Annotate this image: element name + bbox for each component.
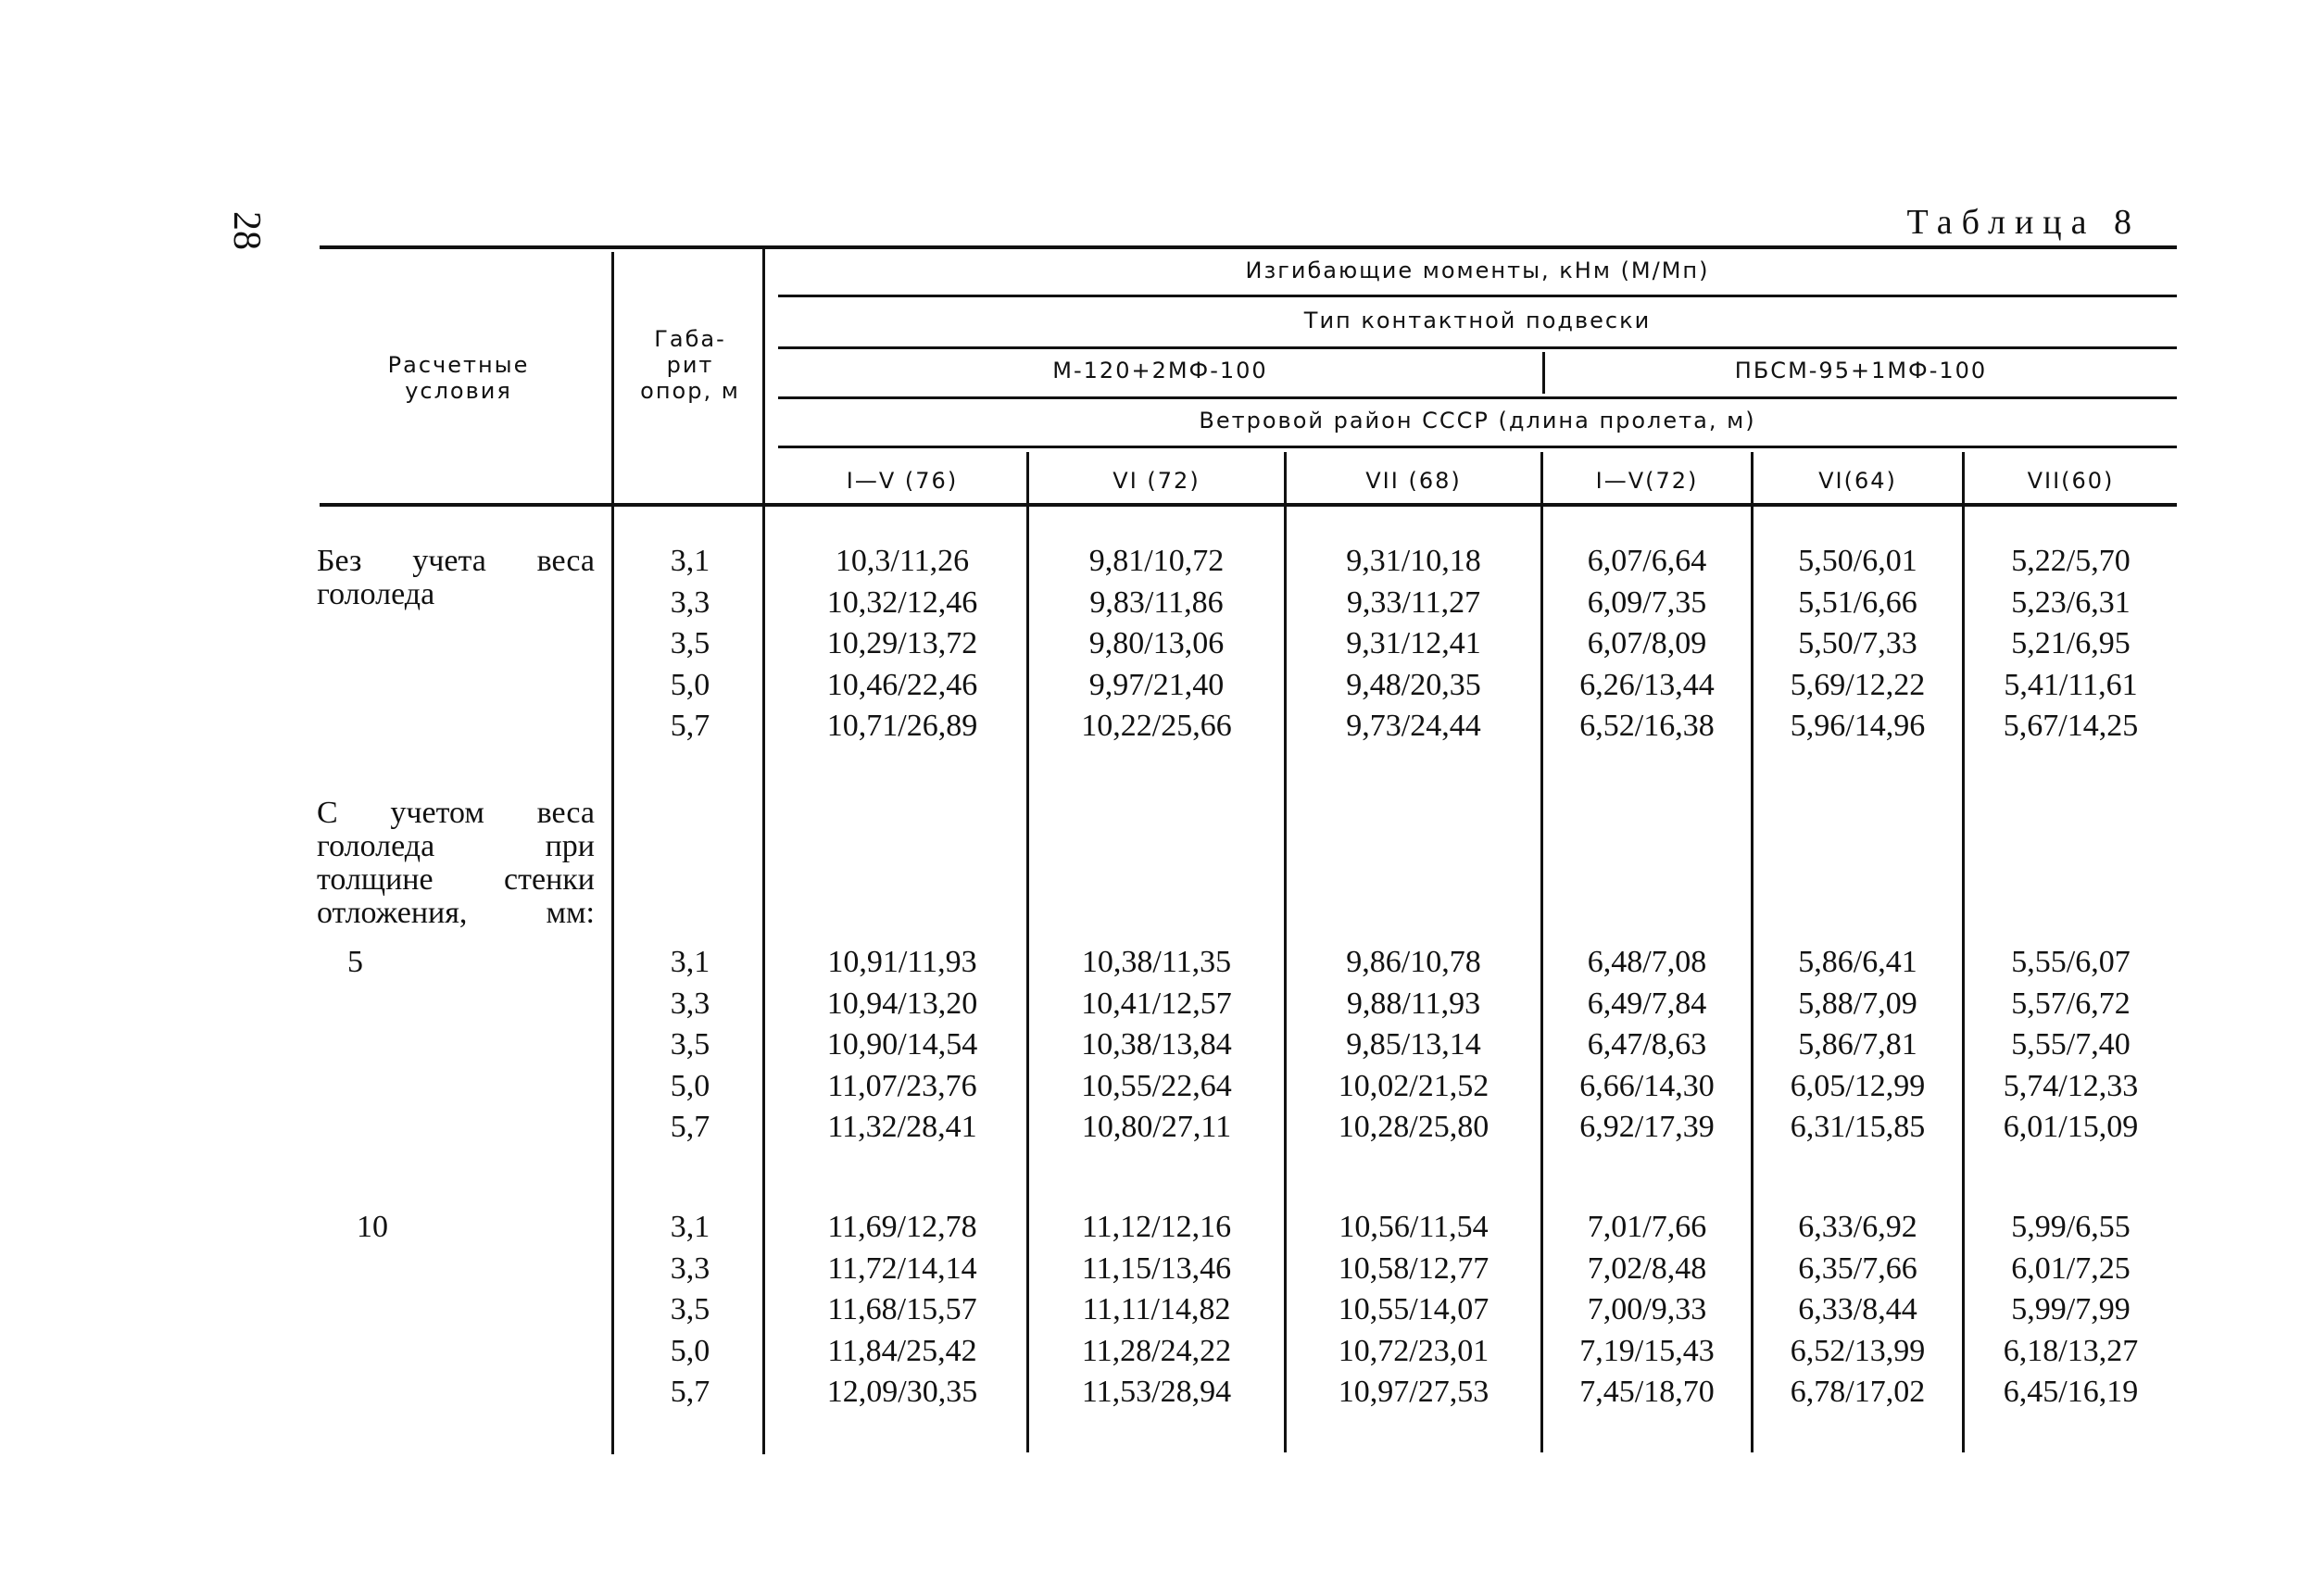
col-header-3: VII (68) <box>1365 468 1462 494</box>
header-moments: Изгибающие моменты, кНм (М/Мп) <box>1245 258 1710 283</box>
moment-column <box>778 541 1026 748</box>
gabarit-block <box>630 942 750 1149</box>
moment-value: 5,67/14,25 <box>2003 709 2139 744</box>
moment-value: 6,07/6,64 <box>1587 544 1707 578</box>
moment-value: 6,92/17,39 <box>1579 1110 1715 1145</box>
moment-value: 6,01/7,25 <box>2011 1250 2131 1286</box>
moment-value: 9,86/10,78 <box>1346 945 1481 979</box>
moment-value: 5,99/7,99 <box>2011 1292 2131 1327</box>
gabarit-value: 5,0 <box>670 1068 710 1103</box>
moment-value: 5,55/7,40 <box>2011 1027 2131 1062</box>
moment-value: 9,81/10,72 <box>1088 544 1225 578</box>
table-caption: Таблица 8 <box>1906 203 2141 242</box>
moment-value: 6,52/13,99 <box>1790 1333 1926 1368</box>
moment-value: 5,69/12,22 <box>1790 667 1926 702</box>
moment-value: 7,00/9,33 <box>1587 1292 1707 1327</box>
moment-value: 10,94/13,20 <box>826 986 978 1021</box>
moment-value: 12,09/30,35 <box>826 1375 978 1410</box>
moment-value: 9,88/11,93 <box>1346 986 1481 1021</box>
moment-value: 5,74/12,33 <box>2003 1068 2139 1103</box>
moment-value: 6,47/8,63 <box>1587 1027 1707 1062</box>
moment-value: 10,90/14,54 <box>826 1027 978 1062</box>
moment-value: 9,85/13,14 <box>1346 1027 1481 1062</box>
moment-value: 10,80/27,11 <box>1081 1110 1232 1145</box>
moment-value: 5,55/6,07 <box>2011 945 2131 979</box>
moment-value: 6,33/6,92 <box>1798 1210 1917 1244</box>
moment-column <box>1029 1207 1284 1414</box>
gabarit-value: 3,1 <box>670 544 710 578</box>
moment-value: 10,91/11,93 <box>827 945 977 979</box>
gabarit-value: 5,0 <box>670 1333 710 1368</box>
moment-value: 10,32/12,46 <box>826 584 978 620</box>
thickness-10: 10 <box>357 1210 388 1244</box>
moment-value: 11,68/15,57 <box>827 1292 977 1327</box>
moment-value: 5,99/6,55 <box>2011 1210 2131 1244</box>
moment-value: 6,26/13,44 <box>1579 667 1715 702</box>
col-header-4: I—V(72) <box>1595 468 1699 494</box>
moment-column <box>1543 1207 1751 1414</box>
moment-value: 7,45/18,70 <box>1579 1375 1715 1410</box>
moment-value: 11,69/12,78 <box>827 1210 977 1244</box>
thickness-5: 5 <box>347 945 363 979</box>
moment-value: 5,86/7,81 <box>1798 1027 1917 1062</box>
condition-no-ice: Без учета веса гололеда <box>317 544 595 611</box>
moment-value: 11,84/25,42 <box>827 1333 977 1368</box>
moment-value: 5,96/14,96 <box>1790 709 1926 744</box>
moment-column <box>1029 942 1284 1149</box>
moment-value: 10,46/22,46 <box>826 667 978 702</box>
moment-value: 10,28/25,80 <box>1338 1110 1490 1145</box>
moment-value: 5,41/11,61 <box>2004 667 2138 702</box>
moment-column <box>1965 942 2177 1149</box>
gabarit-value: 3,1 <box>670 945 710 979</box>
moment-value: 9,83/11,86 <box>1089 584 1224 620</box>
moment-value: 11,11/14,82 <box>1082 1292 1231 1327</box>
rule-under-types <box>778 396 2177 399</box>
moment-column <box>778 1207 1026 1414</box>
moment-value: 10,3/11,26 <box>835 544 970 578</box>
moment-column <box>1287 1207 1540 1414</box>
moment-value: 10,41/12,57 <box>1081 986 1232 1021</box>
moment-value: 11,15/13,46 <box>1081 1250 1232 1286</box>
gabarit-value: 5,7 <box>670 1375 710 1410</box>
moment-value: 6,78/17,02 <box>1790 1375 1926 1410</box>
gabarit-value: 3,3 <box>670 1250 710 1286</box>
moment-value: 6,09/7,35 <box>1587 584 1707 620</box>
moment-column <box>1029 541 1284 748</box>
rule-under-wind <box>778 446 2177 448</box>
header-conditions: Расчетные условия <box>387 352 530 404</box>
moment-column <box>1543 541 1751 748</box>
moment-value: 7,19/15,43 <box>1579 1333 1715 1368</box>
moment-value: 10,29/13,72 <box>826 626 978 661</box>
moment-value: 5,88/7,09 <box>1798 986 1917 1021</box>
moment-column <box>1287 541 1540 748</box>
moment-value: 10,71/26,89 <box>826 709 978 744</box>
top-rule <box>320 245 2177 249</box>
moment-value: 9,33/11,27 <box>1346 584 1481 620</box>
gabarit-value: 5,7 <box>670 709 710 744</box>
moment-value: 10,55/14,07 <box>1338 1292 1490 1327</box>
moment-column <box>1754 942 1962 1149</box>
gabarit-value: 5,0 <box>670 667 710 702</box>
moment-value: 9,48/20,35 <box>1346 667 1481 702</box>
rule-under-moments <box>778 295 2177 297</box>
moment-value: 9,73/24,44 <box>1346 709 1481 744</box>
col-header-6: VII(60) <box>2027 468 2115 494</box>
moment-value: 10,58/12,77 <box>1338 1250 1490 1286</box>
moment-value: 10,02/21,52 <box>1338 1068 1490 1103</box>
gabarit-block <box>630 1207 750 1414</box>
gabarit-value: 3,3 <box>670 986 710 1021</box>
header-wind-region: Ветровой район СССР (длина пролета, м) <box>1199 408 1756 434</box>
moment-value: 5,86/6,41 <box>1798 945 1917 979</box>
moment-value: 11,72/14,14 <box>827 1250 977 1286</box>
rule-under-suspension <box>778 346 2177 349</box>
col-header-1: I—V (76) <box>846 468 959 494</box>
moment-column <box>1965 541 2177 748</box>
moment-value: 5,50/6,01 <box>1798 544 1917 578</box>
moment-value: 5,22/5,70 <box>2011 544 2131 578</box>
moment-value: 6,49/7,84 <box>1587 986 1707 1021</box>
moment-value: 11,32/28,41 <box>827 1110 977 1145</box>
gabarit-value: 3,5 <box>670 626 710 661</box>
moment-value: 10,55/22,64 <box>1081 1068 1232 1103</box>
page-number: 28 <box>225 211 268 250</box>
moment-value: 9,97/21,40 <box>1088 667 1225 702</box>
moment-value: 6,35/7,66 <box>1798 1250 1917 1286</box>
moment-column <box>1543 942 1751 1149</box>
col-header-2: VI (72) <box>1113 468 1200 494</box>
moment-value: 5,51/6,66 <box>1798 584 1917 620</box>
moment-value: 5,50/7,33 <box>1798 626 1917 661</box>
moment-value: 9,31/10,18 <box>1346 544 1481 578</box>
moment-value: 6,01/15,09 <box>2003 1110 2139 1145</box>
moment-value: 7,01/7,66 <box>1587 1210 1707 1244</box>
gabarit-value: 3,5 <box>670 1027 710 1062</box>
condition-with-ice: С учетом веса гололеда при толщине стенки отложения, мм: <box>317 796 595 930</box>
moment-value: 6,45/16,19 <box>2003 1375 2139 1410</box>
divider-gabarit <box>762 248 765 1454</box>
moment-value: 6,52/16,38 <box>1579 709 1715 744</box>
gabarit-value: 3,1 <box>670 1210 710 1244</box>
moment-value: 6,33/8,44 <box>1798 1292 1917 1327</box>
gabarit-value: 3,5 <box>670 1292 710 1327</box>
moment-value: 11,07/23,76 <box>827 1068 977 1103</box>
moment-value: 5,57/6,72 <box>2011 986 2131 1021</box>
header-bottom-rule <box>320 503 2177 507</box>
moment-value: 10,38/13,84 <box>1081 1027 1232 1062</box>
moment-value: 11,28/24,22 <box>1081 1333 1232 1368</box>
moment-value: 10,56/11,54 <box>1339 1210 1489 1244</box>
moment-value: 6,66/14,30 <box>1579 1068 1715 1103</box>
col-header-5: VI(64) <box>1818 468 1897 494</box>
header-suspension-a: М-120+2МФ-100 <box>1052 358 1268 383</box>
moment-value: 6,07/8,09 <box>1587 626 1707 661</box>
gabarit-value: 5,7 <box>670 1110 710 1145</box>
moment-column <box>778 942 1026 1149</box>
header-gabarit: Габа-рит опор, м <box>640 326 740 404</box>
moment-column <box>1965 1207 2177 1414</box>
moment-value: 11,53/28,94 <box>1081 1375 1232 1410</box>
moment-value: 6,48/7,08 <box>1587 945 1707 979</box>
moment-value: 5,21/6,95 <box>2011 626 2131 661</box>
moment-column <box>1287 942 1540 1149</box>
moment-column <box>1754 541 1962 748</box>
moment-value: 6,31/15,85 <box>1790 1110 1926 1145</box>
moment-value: 10,38/11,35 <box>1081 945 1232 979</box>
moment-value: 10,72/23,01 <box>1338 1333 1490 1368</box>
gabarit-block <box>630 541 750 748</box>
moment-value: 10,22/25,66 <box>1081 709 1232 744</box>
moment-value: 6,18/13,27 <box>2003 1333 2139 1368</box>
gabarit-value: 3,3 <box>670 584 710 620</box>
divider-conditions <box>611 252 614 1454</box>
moment-value: 7,02/8,48 <box>1587 1250 1707 1286</box>
moment-value: 6,05/12,99 <box>1790 1068 1926 1103</box>
moment-column <box>1754 1207 1962 1414</box>
moment-value: 9,80/13,06 <box>1088 626 1225 661</box>
header-suspension-type: Тип контактной подвески <box>1303 308 1652 333</box>
moment-value: 9,31/12,41 <box>1346 626 1481 661</box>
moment-value: 5,23/6,31 <box>2011 584 2131 620</box>
moment-value: 10,97/27,53 <box>1338 1375 1490 1410</box>
moment-value: 11,12/12,16 <box>1081 1210 1232 1244</box>
header-suspension-b: ПБСМ-95+1МФ-100 <box>1734 358 1988 383</box>
